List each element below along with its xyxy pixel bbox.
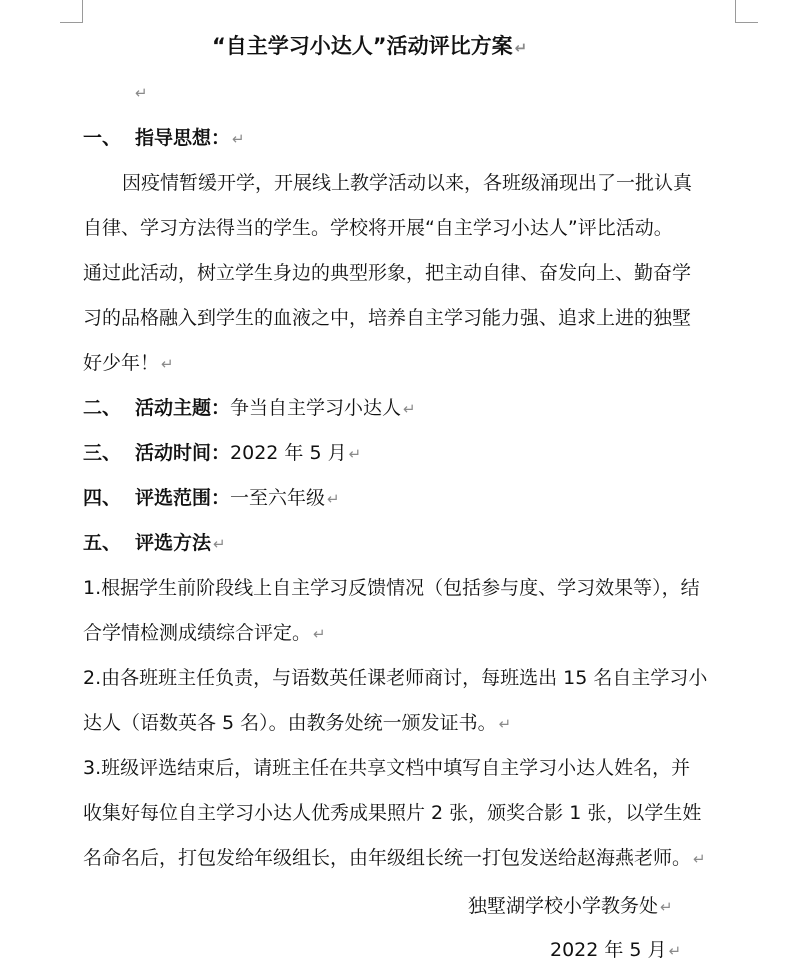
section-number: 四、 xyxy=(83,487,122,509)
intro-line-2[interactable]: 自律、学习方法得当的学生。学校将开展“自主学习小达人”评比活动。 xyxy=(83,217,673,239)
signature-date[interactable] xyxy=(550,938,681,963)
section-number: 二、 xyxy=(83,397,122,419)
section-theme[interactable] xyxy=(83,396,416,421)
method-line-1[interactable]: 1.根据学生前阶段线上自主学习反馈情况（包括参与度、学习效果等），结 xyxy=(83,577,700,599)
section-number: 五、 xyxy=(83,532,122,554)
section-value: 一至六年级 xyxy=(230,487,326,509)
section-heading-guiding-ideas[interactable] xyxy=(83,126,245,151)
method-line-7[interactable] xyxy=(83,846,706,871)
section-label: 指导思想： xyxy=(135,127,231,149)
paragraph-mark-icon: ↵ xyxy=(668,942,682,960)
section-time[interactable] xyxy=(83,441,361,466)
method-line-5[interactable]: 3.班级评选结束后，请班主任在共享文档中填写自主学习小达人姓名，并 xyxy=(83,757,691,779)
paragraph-mark-icon: ↵ xyxy=(161,355,174,373)
intro-line-5[interactable] xyxy=(83,351,174,376)
method-line-2-text: 合学情检测成绩综合评定。 xyxy=(83,622,312,644)
margin-corner-top-left xyxy=(60,0,83,23)
paragraph-mark-icon: ↵ xyxy=(348,445,362,463)
intro-line-4[interactable]: 习的品格融入到学生的血液之中，培养自主学习能力强、追求上进的独墅 xyxy=(83,307,692,329)
method-line-7-text: 名命名后，打包发给年级组长，由年级组长统一打包发送给赵海燕老师。 xyxy=(83,847,692,869)
paragraph-mark-icon: ↵ xyxy=(232,130,245,148)
section-label: 活动主题： xyxy=(135,397,231,419)
document-title[interactable] xyxy=(212,34,527,60)
paragraph-mark-icon: ↵ xyxy=(135,84,148,102)
section-heading-method[interactable] xyxy=(83,531,226,556)
signature-office[interactable] xyxy=(468,894,673,919)
date-text: 2022 年 5 月 xyxy=(550,939,667,961)
title-text: “自主学习小达人”活动评比方案 xyxy=(212,34,513,58)
intro-line-1[interactable]: 因疫情暂缓开学，开展线上教学活动以来，各班级涌现出了一批认真 xyxy=(122,172,693,194)
paragraph-mark-icon: ↵ xyxy=(693,850,706,868)
paragraph-mark-icon: ↵ xyxy=(660,898,673,916)
paragraph-mark-icon: ↵ xyxy=(313,625,326,643)
paragraph-mark-icon: ↵ xyxy=(403,400,416,418)
empty-paragraph[interactable] xyxy=(133,80,148,105)
paragraph-mark-icon: ↵ xyxy=(213,535,226,553)
method-line-3[interactable]: 2.由各班班主任负责，与语数英任课老师商讨，每班选出 15 名自主学习小 xyxy=(83,667,708,689)
margin-corner-top-right xyxy=(735,0,758,23)
section-number: 三、 xyxy=(83,442,122,464)
method-line-2[interactable] xyxy=(83,621,326,646)
method-line-4[interactable] xyxy=(83,711,511,736)
section-label: 活动时间： xyxy=(135,442,231,464)
paragraph-mark-icon: ↵ xyxy=(514,39,528,57)
paragraph-mark-icon: ↵ xyxy=(498,715,512,733)
signature-text: 独墅湖学校小学教务处 xyxy=(468,895,659,917)
intro-line-3[interactable]: 通过此活动，树立学生身边的典型形象，把主动自律、奋发向上、勤奋学 xyxy=(83,262,692,284)
section-number: 一、 xyxy=(83,127,122,149)
method-line-6[interactable]: 收集好每位自主学习小达人优秀成果照片 2 张，颁奖合影 1 张，以学生姓 xyxy=(83,802,702,824)
section-scope[interactable] xyxy=(83,486,340,511)
section-label: 评选方法 xyxy=(135,532,212,554)
method-line-4-text: 达人（语数英各 5 名）。由教务处统一颁发证书。 xyxy=(83,712,497,734)
section-value: 2022 年 5 月 xyxy=(230,442,347,464)
section-label: 评选范围： xyxy=(135,487,231,509)
paragraph-mark-icon: ↵ xyxy=(327,490,340,508)
intro-line-5-text: 好少年！ xyxy=(83,352,160,374)
section-value: 争当自主学习小达人 xyxy=(230,397,402,419)
